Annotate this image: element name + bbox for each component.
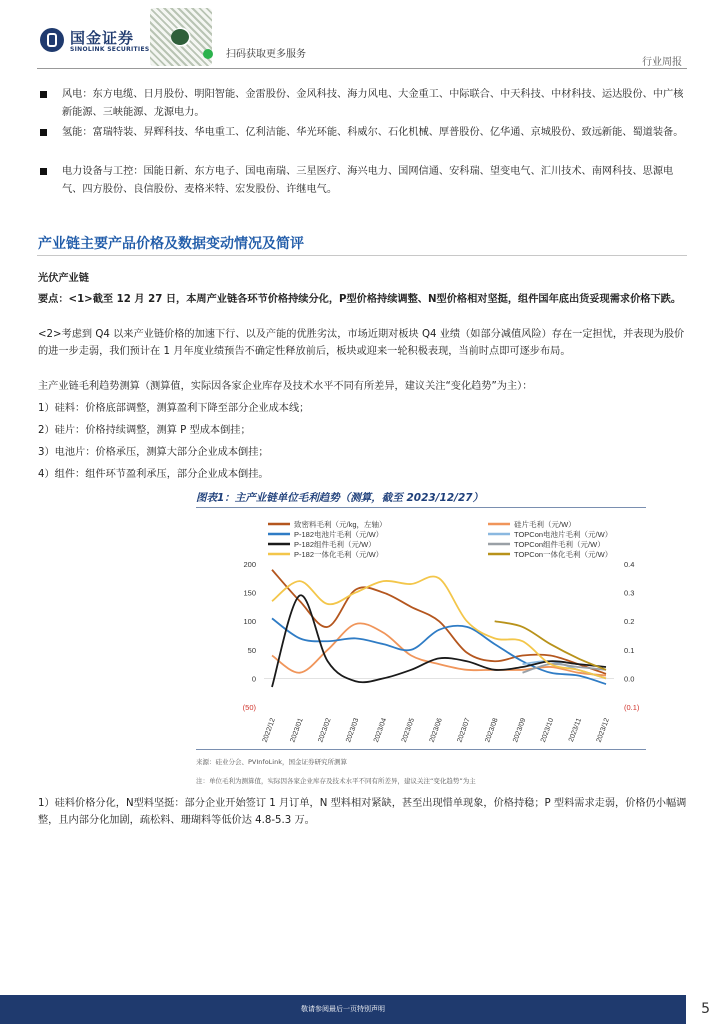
x-tick-label: 2023/03 (345, 717, 361, 744)
series-line (272, 618, 606, 684)
paragraph-outlook: <2>考虑到 Q4 以来产业链价格的加速下行、以及产能的优胜劣汰，市场近期对板块 Q4 业绩（如部分减值风险）存在一定担忧，并表现为股价的进一步走弱，我们预计在 1 月年度业绩预告不确定性释放前后，板块或迎来一轮积极表现，当前时点即可逐步布局。 (38, 329, 685, 357)
series-line (495, 621, 606, 670)
figure-source: 来源：硅业分会、PVInfoLink，国金证券研究所测算 (196, 758, 347, 766)
footer-disclaimer: 敬请参阅最后一页特别声明 (301, 1005, 385, 1013)
scan-prompt: 扫码获取更多服务 (226, 49, 306, 60)
y-right-tick-label: 0.1 (624, 645, 635, 655)
bullet-square-icon (40, 129, 47, 136)
qr-center-logo-icon (171, 29, 189, 45)
key-points: 要点：<1>截至 12 月 27 日，本周产业链各环节价格持续分化，P型价格持续调整、N型价格相对坚挺，组件国年底出货妥现需求价格下跌。 (38, 294, 682, 305)
y-left-tick-label: 50 (247, 645, 256, 655)
legend-label: P-182电池片毛利（元/W） (294, 530, 384, 539)
subsection-title: 光伏产业链 (38, 273, 89, 284)
header-divider (37, 68, 687, 69)
paragraph-margin-intro: 主产业链毛利趋势测算（测算值，实际因各家企业库存及技术水平不同有所差异，建议关注“变化趋势”为主）： (38, 381, 533, 392)
report-type-label: 行业周报 (642, 57, 682, 68)
chart-series (272, 570, 606, 687)
bullet-wind (40, 86, 690, 122)
legend-label: P-182一体化毛利（元/W） (294, 550, 384, 559)
x-tick-label: 2023/06 (428, 717, 444, 744)
page-footer (0, 995, 724, 1024)
x-tick-label: 2022/12 (261, 717, 277, 744)
page-header (0, 0, 724, 70)
paragraph-silicon: 1）硅料价格分化，N型料坚挺：部分企业开始签订 1 月订单，N 型料相对紧缺，甚至出现惜单现象，价格持稳；P 型料需求走弱，价格仍小幅调整，且内部分化加剧，疏松料、珊瑚料等低价达 4.8-5.3 万。 (38, 798, 687, 826)
y-left-tick-label: 100 (243, 617, 256, 627)
bullet-text: 风电：东方电缆、日月股份、明阳智能、金雷股份、金风科技、海力风电、大金重工、中际联合、中天科技、中材科技、运达股份、中广核新能源、三峡能源、龙源电力。 (62, 89, 684, 118)
y-right-tick-label: 0.2 (624, 617, 635, 627)
y-right-tick-label: 0.4 (624, 560, 635, 569)
figure-bottom-rule (196, 749, 646, 750)
brand-name-en: SINOLINK SECURITIES (70, 46, 150, 53)
figure-top-rule (196, 507, 646, 508)
bullet-square-icon (40, 91, 47, 98)
bullet-power-equipment (40, 163, 690, 199)
margin-trend-chart (196, 512, 646, 747)
chart-legend (268, 519, 612, 559)
list-item: 2）硅片：价格持续调整，测算 P 型成本倒挂； (38, 425, 251, 436)
section-title: 产业链主要产品价格及数据变动情况及简评 (38, 236, 304, 252)
chart-axes (243, 560, 640, 743)
legend-label: TOPCon一体化毛利（元/W） (514, 550, 613, 559)
figure-note: 注：单位毛利为测算值，实际因各家企业库存及技术水平不同有所差异，建议关注“变化趋势”为主 (196, 777, 476, 785)
list-item: 4）组件：组件环节盈利承压，部分企业成本倒挂。 (38, 469, 269, 480)
y-left-tick-label: (50) (242, 703, 256, 712)
bullet-square-icon (40, 168, 47, 175)
x-tick-label: 2023/10 (539, 717, 556, 744)
y-right-tick-label: 0.0 (624, 674, 635, 684)
bullet-hydrogen (40, 124, 690, 142)
x-tick-label: 2023/07 (456, 717, 472, 744)
x-tick-label: 2023/01 (289, 717, 305, 744)
x-tick-label: 2023/08 (484, 717, 500, 744)
x-tick-label: 2023/09 (512, 717, 528, 744)
y-left-tick-label: 0 (251, 674, 256, 684)
y-left-tick-label: 200 (243, 560, 256, 569)
list-item: 3）电池片：价格承压，测算大部分企业成本倒挂； (38, 447, 269, 458)
sinolink-logo-icon (40, 28, 64, 52)
x-tick-label: 2023/12 (595, 717, 611, 744)
legend-label: 致密料毛利（元/kg，左轴） (294, 520, 387, 529)
y-right-tick-label: (0.1) (624, 703, 640, 712)
bullet-text: 氢能：富瑞特装、昇辉科技、华电重工、亿利洁能、华光环能、科威尔、石化机械、厚普股份、亿华通、京城股份、致远新能、蜀道装备。 (62, 127, 684, 138)
legend-label: 硅片毛利（元/W） (514, 520, 576, 529)
bullet-text: 电力设备与工控：国能日新、东方电子、国电南瑞、三星医疗、海兴电力、国网信通、安科瑞、望变电气、汇川技术、南网科技、思源电气、四方股份、良信股份、麦格米特、宏发股份、许继电气。 (62, 166, 674, 195)
x-tick-label: 2023/05 (400, 717, 417, 744)
x-tick-label: 2023/02 (317, 717, 333, 744)
figure-title: 图表1：主产业链单位毛利趋势（测算，截至 2023/12/27） (196, 492, 484, 504)
y-left-tick-label: 150 (243, 588, 256, 598)
legend-label: P-182组件毛利（元/W） (294, 540, 376, 549)
legend-label: TOPCon电池片毛利（元/W） (514, 530, 613, 539)
wechat-badge-icon (203, 49, 213, 59)
brand-name: 国金证券 (70, 29, 135, 47)
list-item: 1）硅料：价格底部调整，测算盈利下降至部分企业成本线； (38, 403, 310, 414)
y-right-tick-label: 0.3 (624, 588, 635, 598)
x-tick-label: 2023/04 (372, 717, 389, 744)
legend-label: TOPCon组件毛利（元/W） (514, 540, 605, 549)
x-tick-label: 2023/11 (567, 717, 584, 743)
page-number: 5 (701, 1001, 710, 1017)
section-divider (37, 255, 687, 256)
